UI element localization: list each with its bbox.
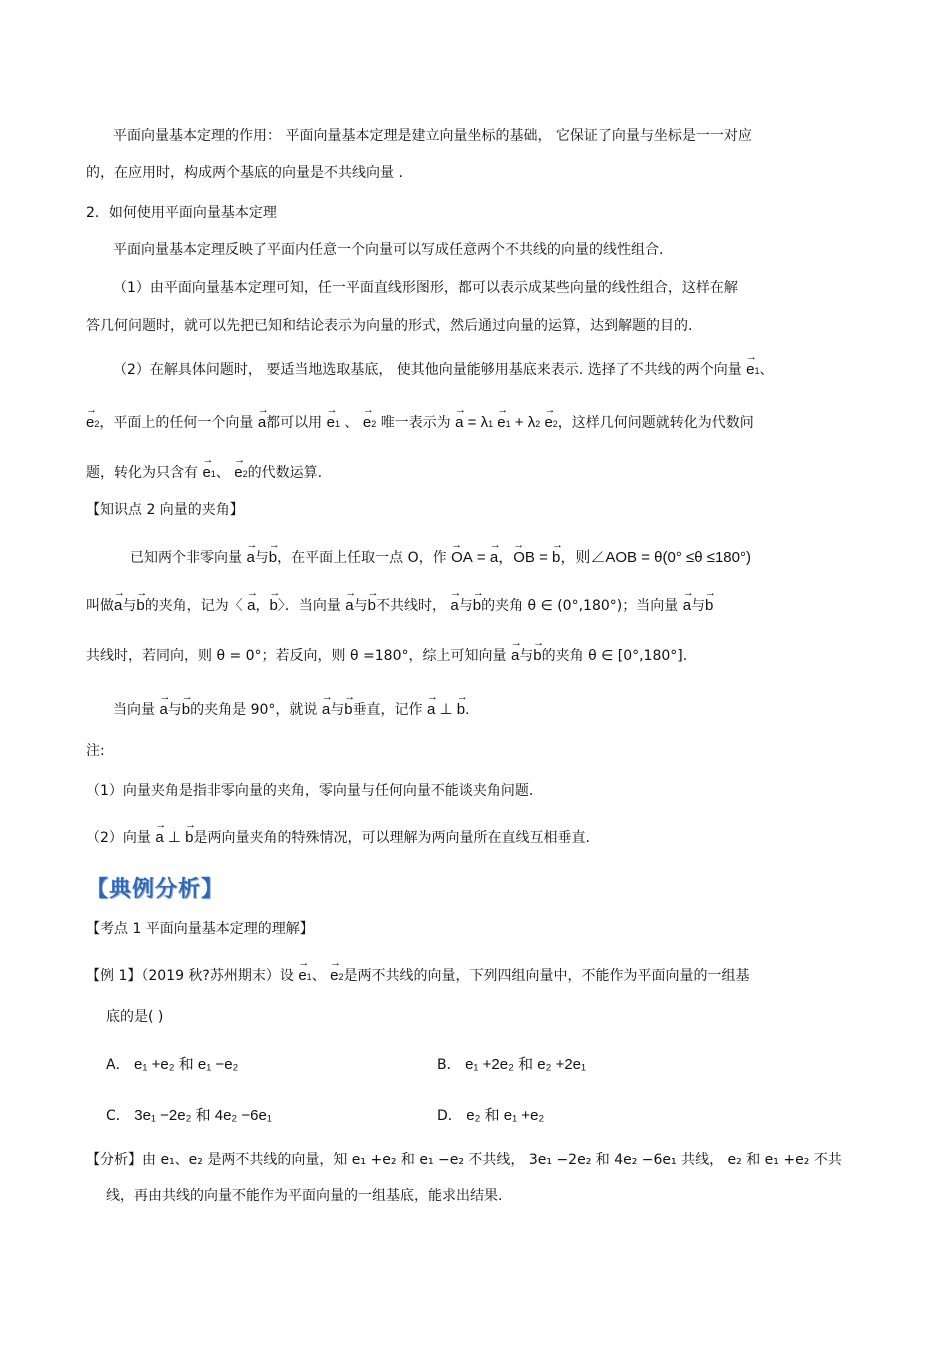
text-span: 是两向量夹角的特殊情况，可以理解为两向量所在直线互相垂直. xyxy=(193,830,590,846)
text-span: 唯一表示为 xyxy=(380,415,451,431)
vector-a: → a xyxy=(511,646,519,666)
vector-b: → b xyxy=(269,548,277,568)
para-item2-line2: → e2，平面上的任何一个向量 → a都可以用 → e1 、 → e2 唯一表示为 → a = λ1 → e1 + λ2 → e2，这样几何问题就转化为代数问 xyxy=(86,413,754,434)
para-role-line2: 的，在应用时，构成两个基底的向量是不共线向量 . xyxy=(86,165,403,181)
para-angle-line2: 叫做→ a与→ b的夹角，记为〈 → a，→ b〉．当向量 → a与→ b不共线时， → a与→ b的夹角 θ ∈ (0°,180°)；当向量 → a与→ b xyxy=(86,596,713,616)
text-span: ，在平面上任取一点 O，作 xyxy=(277,550,447,566)
vector-a: → a xyxy=(258,413,266,433)
option-b-text: e₁ +2e₂ 和 e₂ +2e₁ xyxy=(465,1056,587,1073)
note-label: 注: xyxy=(86,743,105,759)
text-span: 的夹角 θ ∈ [0°,180°]. xyxy=(541,648,688,664)
vector-e2: → e2 xyxy=(330,966,343,987)
vector-a: → a xyxy=(246,548,254,568)
vector-b: → b xyxy=(368,596,376,616)
option-c-label: C． xyxy=(106,1108,130,1124)
text-span: （2）向量 xyxy=(86,830,151,846)
text-span: 【例 1】（2019 秋?苏州期末）设 xyxy=(86,968,294,984)
text-span: 叫做 xyxy=(86,598,114,614)
para-item2-line3: 题，转化为只含有 → e1、 → e2的代数运算. xyxy=(86,463,322,484)
vector-e1: → e1 xyxy=(327,413,340,434)
text-span: 共线时，若同向，则 θ = 0°；若反向，则 θ =180°，综上可知向量 xyxy=(86,648,507,664)
formula-oa-ob: → OA = → a，→ OB = → b xyxy=(451,549,560,566)
option-a[interactable] xyxy=(106,1055,238,1075)
vector-b: → b xyxy=(136,596,144,616)
heading-kaodian-1: 【考点 1 平面向量基本定理的理解】 xyxy=(86,921,314,937)
para-item2-text: （2）在解具体问题时， 要适当地选取基底， 使其他向量能够用基底来表示. 选择了不共线的两个向量 xyxy=(113,362,742,378)
text-span: 〉．当向量 xyxy=(277,598,341,614)
vector-a: → a xyxy=(247,596,255,616)
text-span: 的夹角是 90°，就说 xyxy=(190,702,318,718)
vector-b: → b xyxy=(533,646,541,666)
text-span: 题，转化为只含有 xyxy=(86,465,198,481)
text-span: 的代数运算. xyxy=(247,465,323,481)
text-span: 已知两个非零向量 xyxy=(130,550,242,566)
vector-e2: → e2 xyxy=(234,463,247,484)
para-theorem: 平面向量基本定理反映了平面内任意一个向量可以写成任意两个不共线的向量的线性组合. xyxy=(113,242,664,258)
vector-b: → b xyxy=(269,596,277,616)
para-item1-line2: 答几何问题时，就可以先把已知和结论表示为向量的形式，然后通过向量的运算，达到解题的目的. xyxy=(86,318,693,334)
vector-a: → a xyxy=(114,596,122,616)
para-angle-line3: 共线时，若同向，则 θ = 0°；若反向，则 θ =180°，综上可知向量 → a与→ b的夹角 θ ∈ [0°,180°]. xyxy=(86,646,687,666)
vector-a: → a xyxy=(159,700,167,720)
option-a-text: e₁ +e₂ 和 e₁ −e₂ xyxy=(134,1056,239,1073)
option-c-text: 3e₁ −2e₂ 和 4e₂ −6e₁ xyxy=(134,1107,272,1124)
para-role-line1: 平面向量基本定理的作用： 平面向量基本定理是建立向量坐标的基础， 它保证了向量与坐标是一一对应 xyxy=(113,128,752,144)
formula-decomposition: → a = λ1 → e1 + λ2 → e2 xyxy=(455,414,558,431)
option-c[interactable] xyxy=(106,1106,272,1126)
text-span: ，这样几何问题就转化为代数问 xyxy=(557,415,754,431)
text-span: 是两不共线的向量，下列四组向量中，不能作为平面向量的一组基 xyxy=(343,968,750,984)
vector-b: → b xyxy=(182,700,190,720)
example-1-line1: 【例 1】（2019 秋?苏州期末）设 → e1、 → e2是两不共线的向量，下列四组向量中，不能作为平面向量的一组基 xyxy=(86,966,750,987)
text-span: 不共线时， xyxy=(375,598,446,614)
vector-e1: → e1 xyxy=(746,360,759,381)
text-span: 都可以用 xyxy=(266,415,323,431)
vector-b: → b xyxy=(705,596,713,616)
option-d-text: e₂ 和 e₁ +e₂ xyxy=(466,1107,545,1124)
formula-perpendicular: → a ⊥ → b xyxy=(155,829,193,846)
vector-e2: → e2 xyxy=(363,413,376,434)
vector-e1: → e1 xyxy=(202,463,215,484)
text-span: 当向量 xyxy=(113,702,155,718)
vector-a: → a xyxy=(345,596,353,616)
example-1-line2: 底的是( ) xyxy=(106,1009,164,1025)
heading-2: 2．如何使用平面向量基本定理 xyxy=(86,205,277,221)
para-angle-line4: 当向量 → a与→ b的夹角是 90°，就说 → a与→ b垂直，记作 → a ⊥ → b. xyxy=(113,700,469,720)
text-span: 的夹角，记为〈 xyxy=(144,598,243,614)
section-title: 【典例分析】 xyxy=(86,877,225,902)
option-d[interactable] xyxy=(437,1106,544,1126)
para-item2-line1: （2）在解具体问题时， 要适当地选取基底， 使其他向量能够用基底来表示. 选择了不共线的两个向量 → e1、 xyxy=(113,360,774,381)
option-b-label: B． xyxy=(437,1057,461,1073)
vector-e2: → e2 xyxy=(86,413,99,434)
option-b[interactable] xyxy=(437,1055,586,1075)
para-item1-line1: （1）由平面向量基本定理可知，任一平面直线形图形，都可以表示成某些向量的线性组合，这样在解 xyxy=(113,280,738,296)
para-angle-line1: 已知两个非零向量 → a与→ b，在平面上任取一点 O，作 → OA = → a，→ OB = → b，则∠AOB = θ(0° ≤θ ≤180°) xyxy=(130,548,751,568)
vector-b: → b xyxy=(473,596,481,616)
analysis-line1: 【分析】由 e₁、e₂ 是两不共线的向量，知 e₁ +e₂ 和 e₁ −e₂ 不共线， 3e₁ −2e₂ 和 4e₂ −6e₁ 共线， e₂ 和 e₁ +e₂ 不共 xyxy=(86,1152,842,1168)
text-span: 的夹角 θ ∈ (0°,180°)；当向量 xyxy=(481,598,679,614)
text-span: ，平面上的任何一个向量 xyxy=(99,415,254,431)
note-item-2 xyxy=(86,828,590,848)
vector-b: → b xyxy=(344,700,352,720)
option-d-label: D． xyxy=(437,1108,462,1124)
note-item-1: （1）向量夹角是指非零向量的夹角，零向量与任何向量不能谈夹角问题. xyxy=(86,783,534,799)
vector-e1: → e1 xyxy=(298,966,311,987)
formula-angle-range: ，则∠AOB = θ(0° ≤θ ≤180°) xyxy=(560,549,751,566)
vector-a: → a xyxy=(322,700,330,720)
vector-a: → a xyxy=(683,596,691,616)
vector-a: → a xyxy=(450,596,458,616)
formula-perpendicular: → a ⊥ → b. xyxy=(427,701,469,718)
analysis-line2: 线，再由共线的向量不能作为平面向量的一组基底，能求出结果. xyxy=(106,1188,503,1204)
text-span: 垂直，记作 xyxy=(352,702,423,718)
heading-knowledge-2: 【知识点 2 向量的夹角】 xyxy=(86,502,244,518)
option-a-label: A． xyxy=(106,1057,130,1073)
